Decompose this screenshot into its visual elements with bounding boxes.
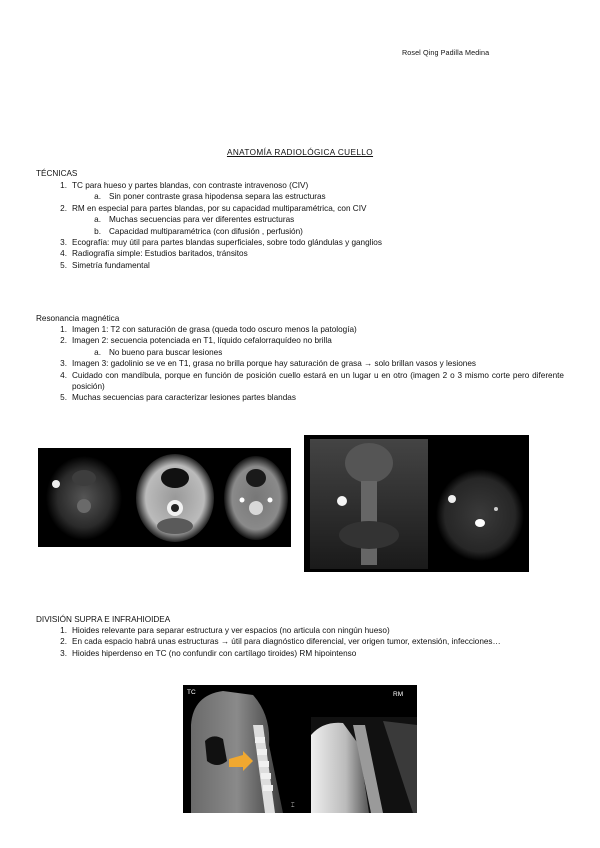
author-name: Rosel Qing Padilla Medina <box>402 48 490 57</box>
list-item <box>36 335 564 346</box>
list-item <box>36 180 564 191</box>
list-item <box>36 370 564 393</box>
list-item <box>36 324 564 335</box>
list-resonancia <box>36 324 564 404</box>
list-item-number: 3. <box>60 359 67 369</box>
list-item-text: Imagen 1: T2 con saturación de grasa (queda todo oscuro menos la patología) <box>72 325 357 334</box>
list-item <box>36 358 564 369</box>
list-item-text: Hioides hiperdenso en TC (no confundir con cartílago tiroides) RM hipointenso <box>72 648 357 658</box>
list-item-number: 4. <box>60 249 67 259</box>
list-item-number: 5. <box>60 260 67 270</box>
list-item <box>36 203 564 214</box>
list-item-text: Imagen 3: gadolinio se ve en T1, grasa no brilla porque hay saturación de grasa → solo brillan vasos y lesiones <box>72 359 477 369</box>
list-item <box>36 248 564 259</box>
mri-image-1 <box>46 456 122 540</box>
sub-list-item-text: No bueno para buscar lesiones <box>109 347 223 357</box>
list-item-number: 2. <box>60 203 67 213</box>
list-division <box>36 625 564 659</box>
list-item-number: 2. <box>60 637 67 647</box>
label-tc: TC <box>187 689 196 696</box>
list-item-text: Cuidado con mandíbula, porque en función de posición cuello estará en un lugar u en otro (imagen 2 o 3 mismo corte pero diferente posición) <box>72 370 564 392</box>
section-heading-division: DIVISIÓN SUPRA E INFRAHIOIDEA <box>36 615 171 624</box>
mri-image-3 <box>224 456 288 540</box>
list-item-text: Radiografía simple: Estudios baritados, tránsitos <box>72 249 248 259</box>
sub-list-item-text: Muchas secuencias para ver diferentes estructuras <box>109 215 295 225</box>
section-heading-resonancia: Resonancia magnética <box>36 314 120 323</box>
list-item-text: Simetría fundamental <box>72 260 150 270</box>
mri-image-2 <box>136 454 214 542</box>
list-item-text: En cada espacio habrá unas estructuras → útil para diagnóstico diferencial, ver origen tumor, extensión, infecciones… <box>72 637 501 647</box>
label-rm: RM <box>393 691 404 698</box>
list-item-text: RM en especial para partes blandas, por su capacidad multiparamétrica, con CIV <box>72 203 367 213</box>
list-item-number: 5. <box>60 393 67 403</box>
list-item <box>36 260 564 271</box>
list-item-number: 3. <box>60 238 67 248</box>
list-item-text: Ecografía: muy útil para partes blandas superficiales, sobre todo glándulas y ganglios <box>72 238 382 248</box>
sub-list-item-letter: b. <box>94 226 101 236</box>
list-item <box>36 237 564 248</box>
list-item-number: 1. <box>60 626 67 635</box>
sub-list-item-letter: a. <box>94 215 101 225</box>
list-item-number: 4. <box>60 370 67 380</box>
mri-coronal-axial-image <box>304 435 529 572</box>
list-tecnicas <box>36 180 564 271</box>
mri-axial-image-strip <box>38 448 291 547</box>
mri-axial-view <box>432 463 528 572</box>
mri-sagittal-view <box>311 717 417 813</box>
list-item-text: Muchas secuencias para caracterizar lesiones partes blandas <box>72 393 296 403</box>
sub-list-item <box>36 347 564 358</box>
page-title: ANATOMÍA RADIOLÓGICA CUELLO <box>226 148 374 157</box>
sub-list-item-text: Capacidad multiparamétrica (con difusión , perfusión) <box>109 226 303 236</box>
sub-list-item <box>36 214 564 225</box>
section-heading-tecnicas: TÉCNICAS <box>36 169 78 178</box>
mri-coronal-view <box>310 439 428 569</box>
sub-list-item-letter: a. <box>94 192 101 202</box>
svg-text:⌶: ⌶ <box>291 803 295 809</box>
list-item-text: TC para hueso y partes blandas, con contraste intravenoso (CIV) <box>72 181 309 190</box>
sub-list-item <box>36 226 564 237</box>
list-item <box>36 625 564 636</box>
sub-list-item-letter: a. <box>94 347 101 357</box>
list-item <box>36 636 564 647</box>
list-item-text: Imagen 2: secuencia potenciada en T1, líquido cefalorraquídeo no brilla <box>72 336 332 346</box>
sub-list-item-text: Sin poner contraste grasa hipodensa separa las estructuras <box>109 192 326 202</box>
sagittal-ct-mri-image <box>183 685 417 813</box>
list-item-number: 3. <box>60 648 67 658</box>
list-item-number: 1. <box>60 325 67 334</box>
list-item-number: 2. <box>60 336 67 346</box>
list-item-number: 1. <box>60 181 67 190</box>
list-item-text: Hioides relevante para separar estructura y ver espacios (no articula con ningún hueso) <box>72 626 390 635</box>
list-item <box>36 392 564 403</box>
list-item <box>36 648 564 659</box>
sub-list-item <box>36 191 564 202</box>
